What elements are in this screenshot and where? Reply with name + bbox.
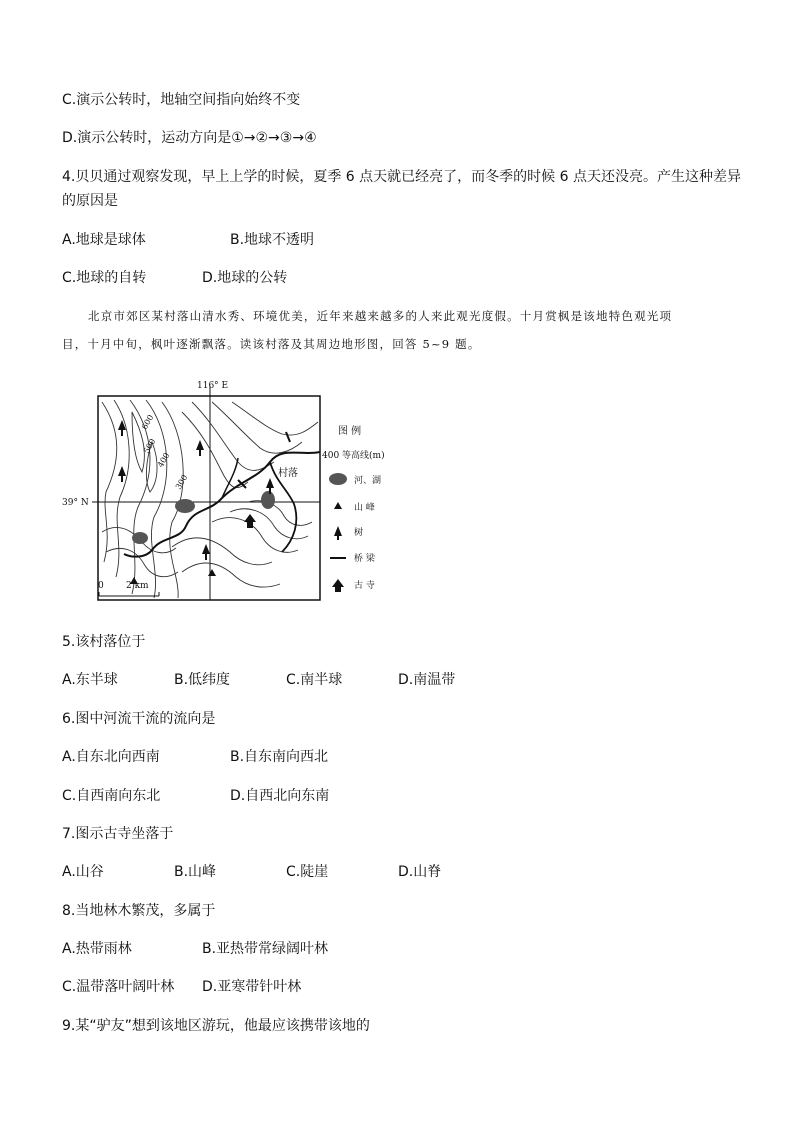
tree-icon	[334, 526, 342, 540]
passage-line-1: 北京市郊区某村落山清水秀、环境优美，近年来越来越多的人来此观光度假。十月赏枫是该地特色观光项	[88, 309, 673, 323]
legend-peak: 山 峰	[354, 503, 375, 513]
q4-option-a: A.地球是球体	[62, 232, 146, 248]
contour-label-400: 400	[155, 451, 172, 469]
village-label: 村落	[278, 468, 298, 479]
lake-icon	[329, 473, 347, 485]
q3-option-c: C.演示公转时，地轴空间指向始终不变	[62, 92, 301, 108]
q4-stem-line1: 4.贝贝通过观察发现，早上上学的时候，夏季 6 点天就已经亮了，而冬季的时候 6 点天还没亮。产生这种差异	[62, 169, 741, 185]
legend-lake: 河、湖	[354, 476, 382, 486]
q6-option-c: C.自西南向东北	[62, 788, 161, 804]
legend-bridge: 桥 梁	[354, 554, 375, 564]
q4-option-c: C.地球的自转	[62, 270, 147, 286]
q4-option-d: D.地球的公转	[202, 270, 288, 286]
q8-option-c: C.温带落叶阔叶林	[62, 979, 175, 995]
q7-stem: 7.图示古寺坐落于	[62, 826, 174, 842]
tree-icon	[118, 466, 126, 482]
q5-option-d: D.南温带	[398, 672, 456, 688]
q4-option-b: B.地球不透明	[230, 232, 315, 248]
map-frame	[98, 396, 320, 600]
longitude-label: 116° E	[197, 381, 229, 391]
latitude-label: 39° N	[62, 498, 89, 508]
q7-option-c: C.陡崖	[286, 864, 329, 880]
q7-option-d: D.山脊	[398, 864, 442, 880]
q9-stem: 9.某“驴友”想到该地区游玩，他最应该携带该地的	[62, 1018, 370, 1034]
lake-icon	[175, 499, 195, 513]
contour-label-600: 600	[139, 413, 156, 431]
lake-icon	[261, 491, 275, 509]
legend-contour: 400 等高线(m)	[322, 451, 385, 461]
bridge-icon	[286, 432, 290, 442]
contour-label-500: 500	[141, 437, 158, 455]
q7-option-b: B.山峰	[174, 864, 217, 880]
peak-icon	[208, 569, 216, 576]
q8-option-b: B.亚热带常绿阔叶林	[202, 941, 329, 957]
peak-icon	[334, 502, 342, 509]
lake-icon	[132, 532, 148, 544]
scale-bar	[99, 592, 159, 596]
map-legend	[322, 424, 385, 592]
q4-stem-line2: 的原因是	[62, 193, 118, 209]
reading-passage	[62, 302, 738, 358]
legend-tree: 树	[354, 528, 364, 538]
q8-stem: 8.当地林木繁茂，多属于	[62, 903, 216, 919]
contour-label-300: 300	[173, 473, 190, 491]
topographic-map	[62, 372, 422, 612]
q6-stem: 6.图中河流干流的流向是	[62, 711, 216, 727]
q6-option-b: B.自东南向西北	[230, 749, 329, 765]
passage-line-2: 目，十月中旬，枫叶逐渐飘落。读该村落及其周边地形图，回答 5~9 题。	[62, 337, 481, 351]
q7-option-a: A.山谷	[62, 864, 104, 880]
q5-option-b: B.低纬度	[174, 672, 231, 688]
scale-zero: 0	[98, 581, 104, 591]
q5-stem: 5.该村落位于	[62, 634, 146, 650]
q8-option-d: D.亚寒带针叶林	[202, 979, 302, 995]
tree-icon	[202, 544, 210, 560]
q5-option-a: A.东半球	[62, 672, 118, 688]
q6-option-a: A.自东北向西南	[62, 749, 160, 765]
q3-option-d: D.演示公转时，运动方向是①→②→③→④	[62, 130, 317, 146]
legend-title: 图 例	[338, 426, 362, 437]
legend-temple: 古 寺	[354, 581, 375, 591]
q8-option-a: A.热带雨林	[62, 941, 132, 957]
q6-option-d: D.自西北向东南	[230, 788, 330, 804]
temple-icon	[332, 579, 344, 592]
temple-icon	[244, 514, 256, 528]
q5-option-c: C.南半球	[286, 672, 343, 688]
tree-icon	[196, 440, 204, 456]
scale-label: 2 km	[126, 581, 149, 591]
